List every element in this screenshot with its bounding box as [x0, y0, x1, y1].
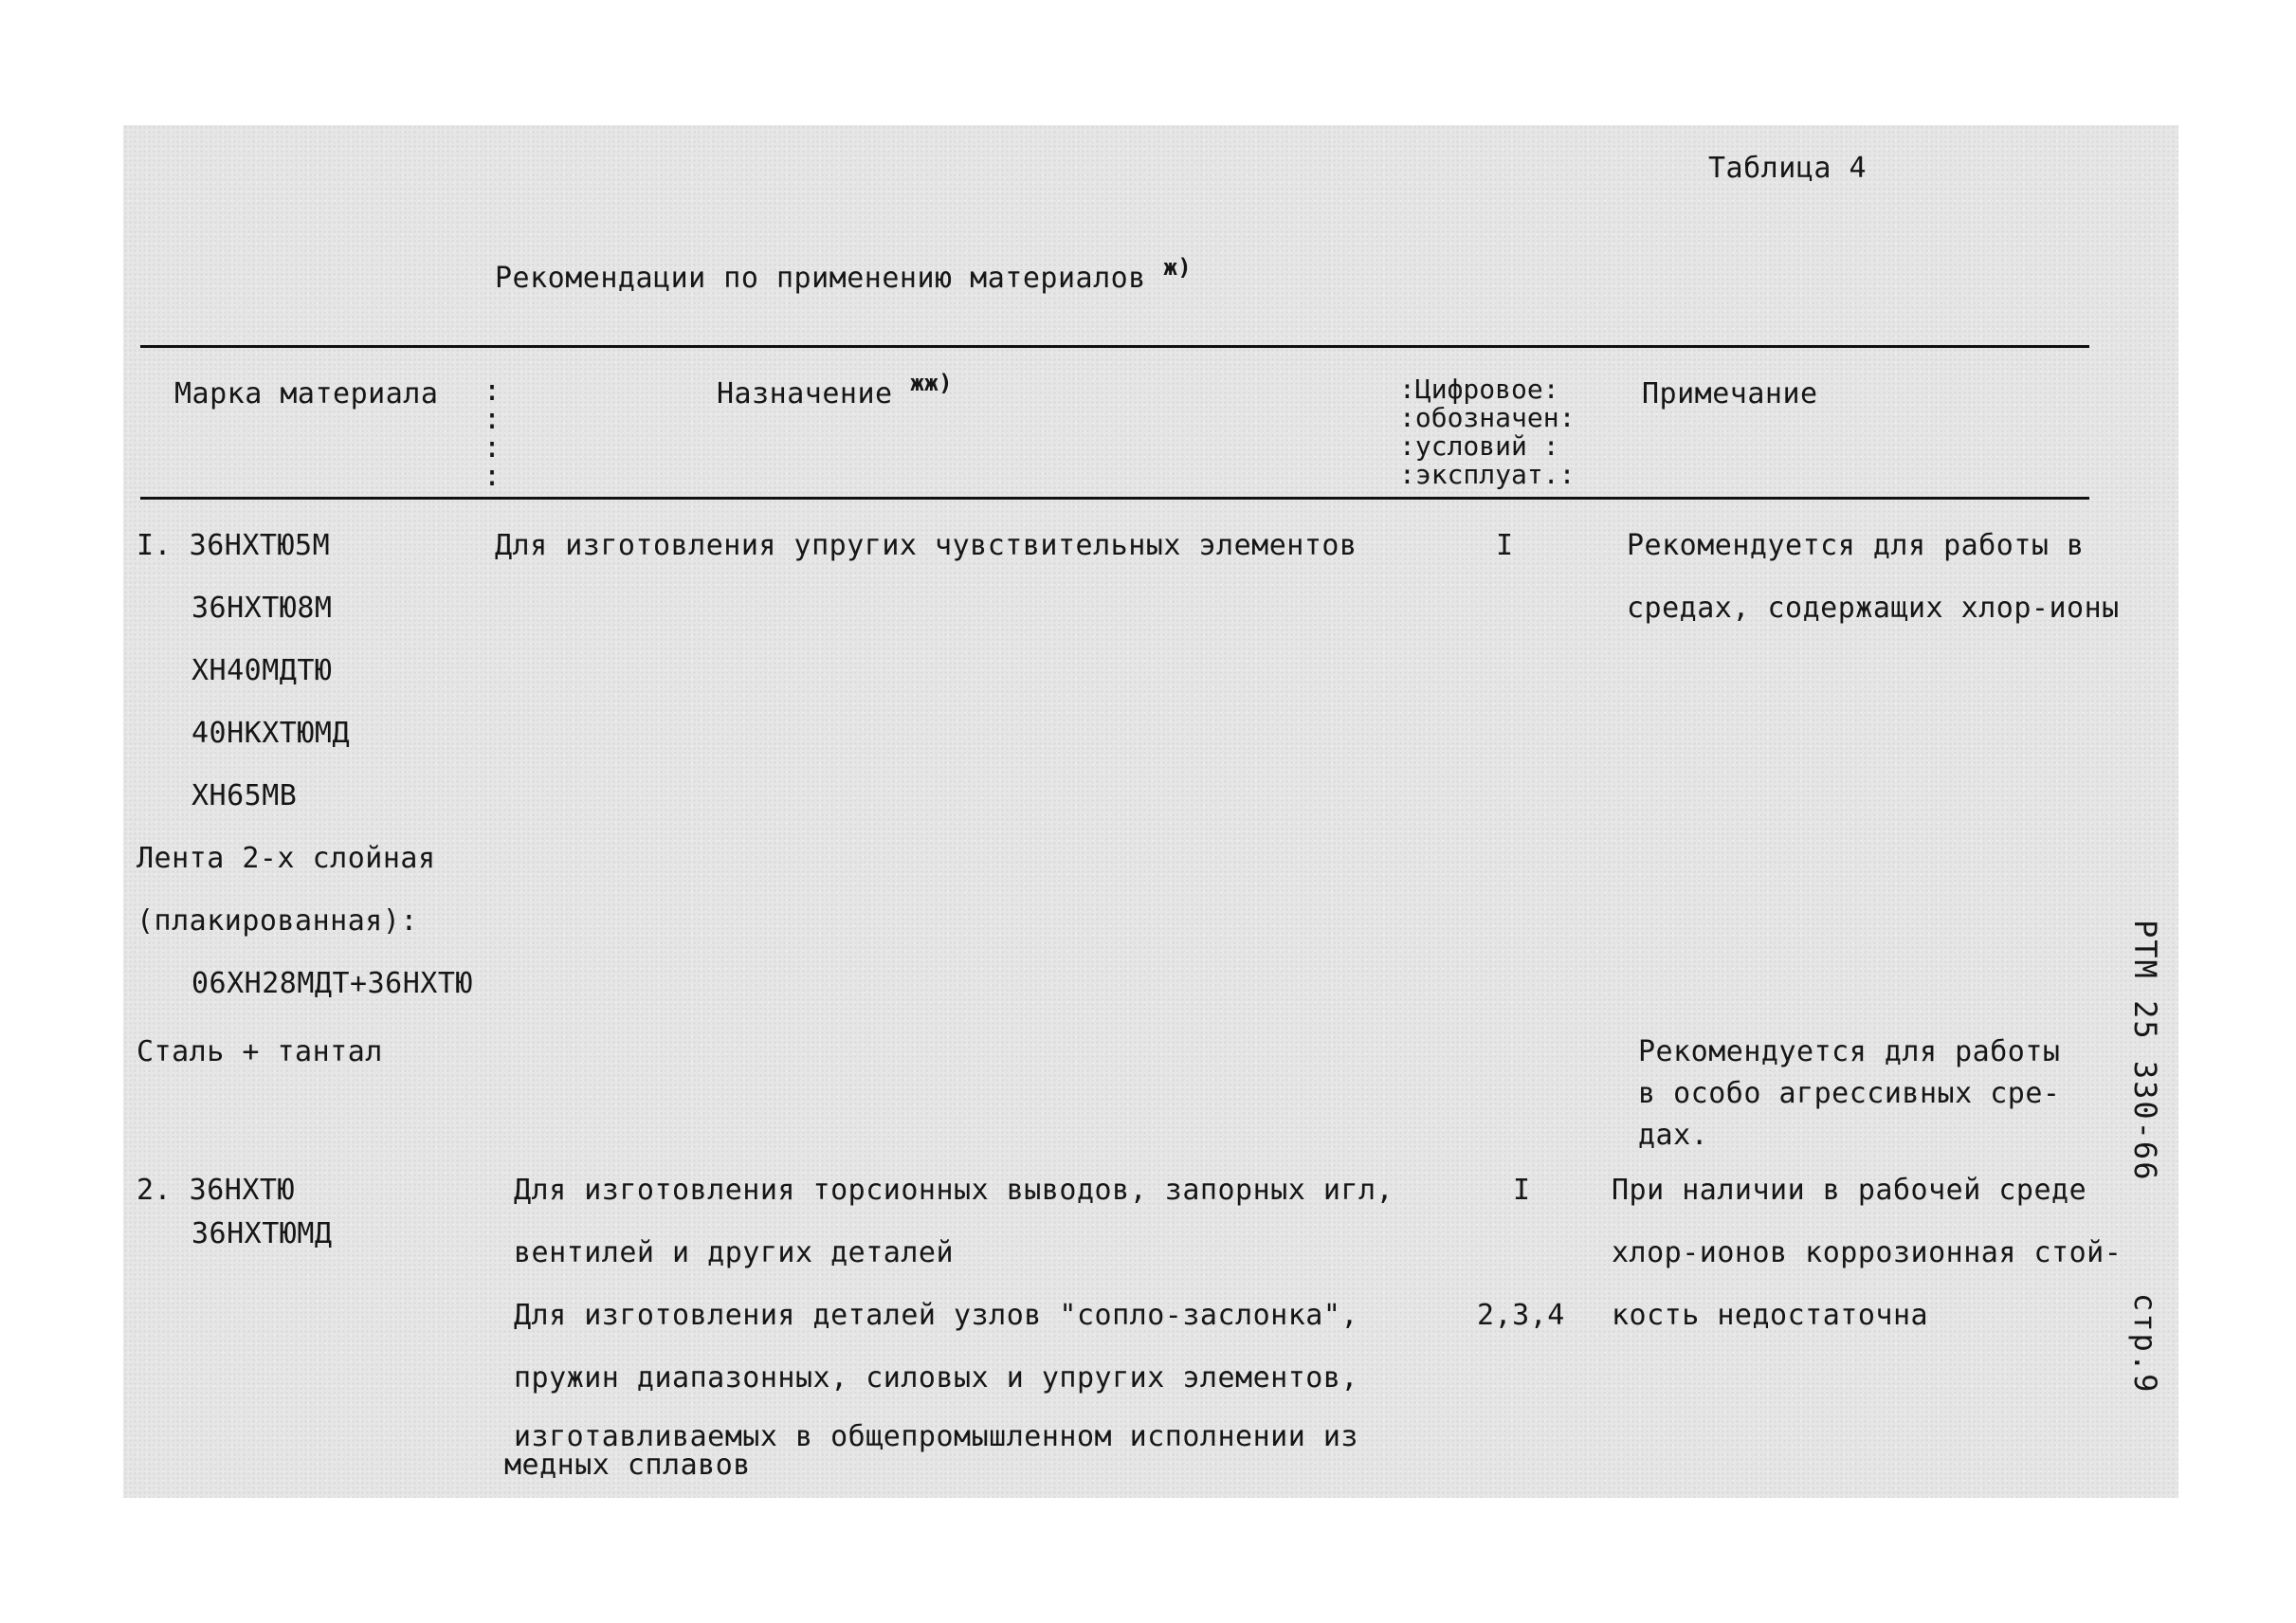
table-title: Рекомендации по применению материалов $^{ж)}$ — [495, 254, 1193, 295]
row1-note-line-1: Рекомендуется для работы в — [1627, 529, 2085, 562]
row2-code-a: I — [1513, 1174, 1531, 1207]
document-page — [123, 125, 2178, 1498]
row1-material-8: 06ХН28МДТ+36НХТЮ — [191, 967, 473, 1000]
column-header-material: Марка материала — [174, 377, 439, 410]
row2-note-line-2: хлор-ионов коррозионная стой- — [1612, 1236, 2123, 1269]
row1b-material: Сталь + тантал — [137, 1035, 383, 1068]
column-header-note: Примечание — [1642, 377, 1818, 410]
row2-purpose-a-line-2: вентилей и других деталей — [514, 1236, 955, 1269]
row1-material-6: Лента 2-х слойная — [137, 842, 436, 875]
page-number-margin: стр.9 — [2127, 1293, 2163, 1395]
document-code-margin: РТМ 25 330-66 — [2127, 920, 2163, 1182]
column-header-purpose: Назначение $^{жж)}$ — [717, 370, 954, 410]
row2-purpose-b-line-1: Для изготовления деталей узлов "сопло-заслонка", — [514, 1299, 1358, 1332]
purpose-footnote-mark: жж) — [910, 370, 954, 396]
column-separator: : : : : — [483, 374, 501, 493]
row1-material-4: 40НКХТЮМД — [191, 717, 351, 750]
row1-material-1: I. 36НХТЮ5М — [137, 529, 331, 562]
row1-purpose: Для изготовления упругих чувствительных элементов — [495, 529, 1358, 562]
row1-material-3: ХН40МДТЮ — [191, 654, 333, 687]
row1-note-line-2: средах, содержащих хлор-ионы — [1627, 592, 2120, 625]
table-header-rule — [140, 497, 2089, 500]
row1-material-5: ХН65МВ — [191, 779, 298, 812]
row2-purpose-b-line-4: медных сплавов — [504, 1449, 751, 1482]
row2-code-b: 2,3,4 — [1477, 1299, 1565, 1332]
row1b-note-line-3: дах. — [1638, 1119, 1709, 1152]
row2-purpose-a-line-1: Для изготовления торсионных выводов, запорных игл, — [514, 1174, 1394, 1207]
row2-material-2: 36НХТЮМД — [191, 1217, 333, 1250]
row2-note-line-1: При наличии в рабочей среде — [1612, 1174, 2087, 1207]
table-top-rule — [140, 345, 2089, 348]
row2-purpose-b-line-3: изготавливаемых в общепромышленном исполнении из — [514, 1420, 1358, 1453]
table-number: Таблица 4 — [1708, 152, 1868, 185]
title-footnote-mark: ж) — [1163, 254, 1193, 281]
row2-purpose-b-line-2: пружин диапазонных, силовых и упругих элементов, — [514, 1361, 1358, 1395]
row1b-note-line-2: в особо агрессивных сре- — [1638, 1077, 2061, 1110]
row1-material-2: 36НХТЮ8М — [191, 592, 333, 625]
row2-material-1: 2. 36НХТЮ — [137, 1174, 296, 1207]
row1-code: I — [1496, 529, 1514, 562]
row2-note-line-3: кость недостаточна — [1612, 1299, 1929, 1332]
column-header-code: :Цифровое: :обозначен: :условий : :эксплуат.: — [1399, 374, 1576, 490]
row1b-note-line-1: Рекомендуется для работы — [1638, 1035, 2061, 1068]
row1-material-7: (плакированная): — [137, 904, 418, 938]
